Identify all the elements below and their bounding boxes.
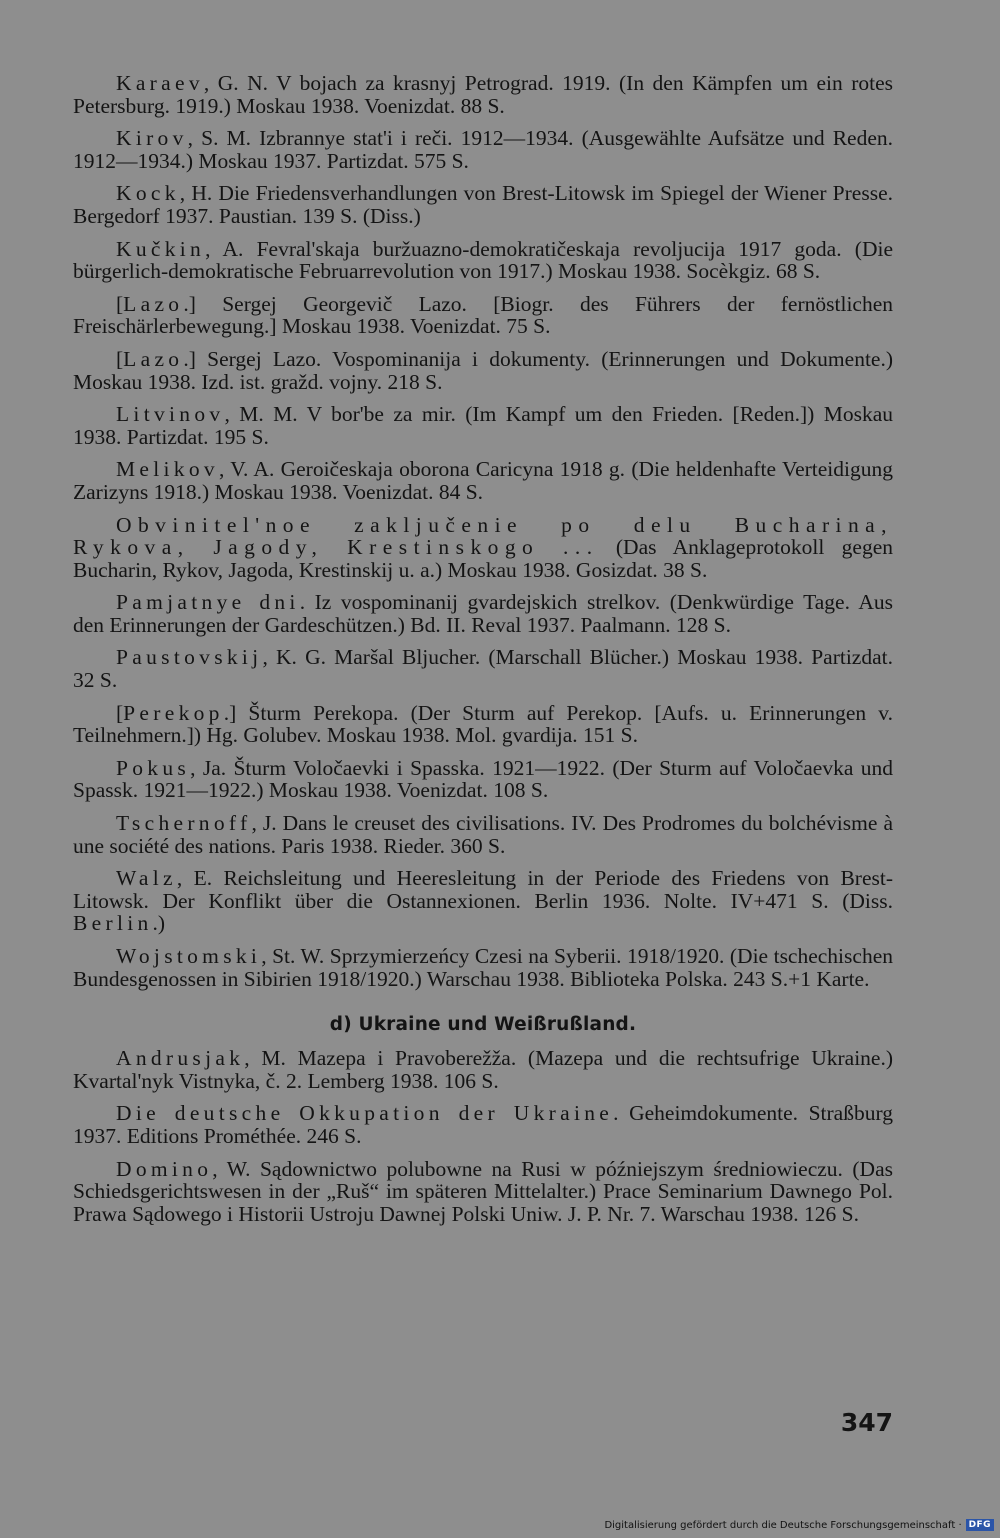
entry-text: , Ja. Šturm Voločaevki i Spasska. 1921—1922. (Der Sturm auf Voločaevka und Spassk. 1921—1922.) Moskau 1938. Voenizdat. 108 S. [73, 755, 893, 803]
entry-text: , S. M. Izbrannye stat'i i reči. 1912—1934. (Ausgewählte Aufsätze und Reden. 1912—1934.) Moskau 1937. Partizdat. 575 S. [73, 126, 893, 173]
entry-prefix: [ [116, 346, 124, 371]
entry-text: , E. Reichsleitung und Heeresleitung in der Periode des Friedens von Brest-Litowsk. Der Konflikt über die Ostannexionen. Berlin 1936. Nolte. IV+471 S. (Diss. [73, 866, 893, 913]
bibliography-entry [73, 591, 893, 636]
page-number: 347 [840, 1408, 893, 1437]
entry-author: Lazo [123, 346, 184, 371]
bibliography-entry [73, 238, 893, 283]
entry-prefix: [ [116, 291, 124, 316]
section-heading: d) Ukraine und Weißrußland. [329, 1014, 637, 1036]
footer-text: Digitalisierung gefördert durch die Deutsche Forschungsgemeinschaft · [604, 1519, 962, 1531]
entry-author: Pokus [116, 755, 191, 780]
entry-spaced-text: Berlin [73, 911, 153, 936]
bibliography-entry [73, 646, 893, 691]
section-entries [73, 1047, 893, 1225]
entry-author: Kučkin [116, 236, 206, 261]
bibliography-entry [73, 867, 893, 935]
entry-text: , A. Fevral'skaja buržuazno-demokratičeskaja revoljucija 1917 goda. (Die bürgerlich-demokratische Februarrevolution von 1917.) Moskau 1938. Socèkgiz. 68 S. [73, 236, 893, 284]
entry-author: Obvinitel'noe zaključenie po delu Bucharina, Rykova, Jagody, Krestinskogo ... [73, 512, 893, 560]
bibliography-entry [73, 72, 893, 117]
entry-author: Pamjatnye dni [116, 590, 300, 615]
entry-text: , K. G. Maršal Bljucher. (Marschall Blücher.) Moskau 1938. Partizdat. 32 S. [73, 645, 893, 693]
entry-text: . Geheimdokumente. Straßburg 1937. Editions Prométhée. 246 S. [73, 1101, 893, 1148]
entry-text: , St. W. Sprzymierzeńcy Czesi na Syberii. 1918/1920. (Die tschechischen Bundesgenossen in Sibirien 1918/1920.) Warschau 1938. Biblioteka Polska. 243 S.+1 Karte. [73, 944, 893, 991]
bibliography-entry [73, 945, 893, 990]
entry-text: , W. Sądownictwo polubowne na Rusi w późniejszym średniowieczu. (Das Schiedsgerichtswesen in der „Ruš“ im späteren Mittelalter.) Prace Seminarium Dawnego Pol. Prawa Sądowego i Historii Ustroju Dawnej Polski Uniw. J. P. Nr. 7. Warschau 1938. 126 S. [73, 1156, 893, 1226]
entry-author: Walz [116, 866, 177, 891]
entry-author: Litvinov [116, 402, 225, 427]
bibliography-entry [73, 403, 893, 448]
entry-text: , V. A. Geroičeskaja oborona Caricyna 1918 g. (Die heldenhafte Verteidigung Zarizyns 1918.) Moskau 1938. Voenizdat. 84 S. [73, 457, 893, 504]
bibliography-entry [73, 1102, 893, 1147]
bibliography-entry [73, 514, 893, 582]
bibliography-entry [73, 702, 893, 747]
entry-text: , J. Dans le creuset des civilisations. IV. Des Prodromes du bolchévisme à une société des nations. Paris 1938. Rieder. 360 S. [73, 811, 893, 858]
entry-text: .] Šturm Perekopa. (Der Sturm auf Perekop. [Aufs. u. Erinnerungen v. Teilnehmern.]) Hg. Golubev. Moskau 1938. Mol. gvardija. 151 S. [73, 700, 893, 748]
entry-author: Lazo [123, 291, 184, 316]
dfg-logo: DFG [966, 1519, 994, 1531]
entry-author: Domino [116, 1156, 213, 1181]
bibliography-entry [73, 293, 893, 338]
entry-text: .] Sergej Lazo. Vospominanija i dokumenty. (Erinnerungen und Dokumente.) Moskau 1938. Izd. ist. gražd. vojny. 218 S. [73, 346, 893, 394]
entry-suffix: .) [152, 911, 166, 936]
entry-author: Melikov [116, 457, 219, 482]
entry-text: , M. M. V bor'be za mir. (Im Kampf um den Frieden. [Reden.]) Moskau 1938. Partizdat. 195 S. [73, 402, 893, 449]
entry-text: , H. Die Friedensverhandlungen von Brest-Litowsk im Spiegel der Wiener Presse. Bergedorf 1937. Paustian. 139 S. (Diss.) [73, 181, 893, 228]
entry-author: Kirov [116, 126, 188, 151]
entry-author: Karaev [116, 71, 204, 95]
entry-author: Andrusjak [116, 1046, 245, 1071]
bibliography-entry [73, 757, 893, 802]
footer-credit [604, 1519, 994, 1531]
bibliography-entry [73, 812, 893, 857]
entry-text: .] Sergej Georgevič Lazo. [Biogr. des Führers der fernöstlichen Freischärlerbewegung.] Moskau 1938. Voenizdat. 75 S. [73, 291, 893, 339]
bibliography-entries [73, 72, 893, 990]
entry-author: Tschernoff [116, 811, 252, 836]
entry-author: Die deutsche Okkupation der Ukraine [116, 1101, 614, 1126]
entry-text: (Das Anklageprotokoll gegen Bucharin, Rykov, Jagoda, Krestinskij u. a.) Moskau 1938. Gosizdat. 38 S. [73, 535, 893, 582]
bibliography-entry [73, 1047, 893, 1092]
bibliography-entry [73, 348, 893, 393]
entry-text: . Iz vospominanij gvardejskich strelkov. (Denkwürdige Tage. Aus den Erinnerungen der Gardeschützen.) Bd. II. Reval 1937. Paalmann. 128 S. [73, 590, 893, 637]
entry-prefix: [ [116, 700, 124, 725]
bibliography-entry [73, 458, 893, 503]
entry-author: Kock [116, 181, 180, 206]
bibliography-entry [73, 182, 893, 227]
bibliography-page [73, 72, 893, 1235]
entry-author: Wojstomski [116, 944, 262, 968]
entry-author: Perekop [123, 700, 224, 725]
entry-text: , G. N. V bojach za krasnyj Petrograd. 1919. (In den Kämpfen um ein rotes Petersburg. 1919.) Moskau 1938. Voenizdat. 88 S. [73, 71, 893, 118]
bibliography-entry [73, 1158, 893, 1226]
bibliography-entry [73, 127, 893, 172]
entry-author: Paustovskij [116, 645, 263, 670]
entry-text: , M. Mazepa i Pravoberežža. (Mazepa und die rechtsufrige Ukraine.) Kvartal'nyk Vistnyka, č. 2. Lemberg 1938. 106 S. [73, 1046, 893, 1093]
